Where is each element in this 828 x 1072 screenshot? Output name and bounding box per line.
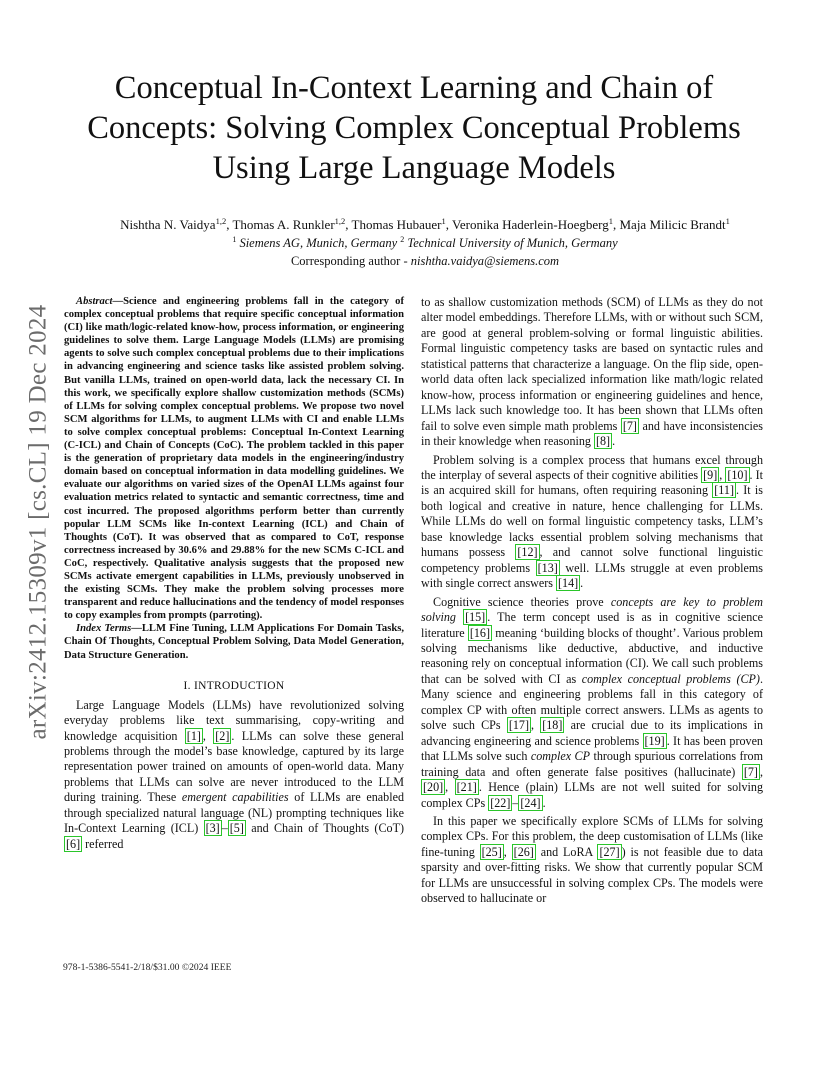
text-run: .	[612, 434, 616, 449]
citation-link[interactable]: [14]	[558, 576, 579, 591]
text-run: to as shallow customization methods (SCM) of LLMs as they do not alter model embeddings. Therefore LLMs, with or without such SCM, are good at general problem-solving or formal linguistic abilities. Formal linguistic competency tasks are based on syntactic rules and statistical patterns that characterize a language. On the flip side, open-world data often lack specialized information like math/logic related know-how, process information or engineering guidelines and hence, LLMs lack such knowledge too. It has been shown that LLMs often fail to solve even simple math problems	[421, 295, 763, 433]
text-run: . It is both logical and creative in nature, hence challenging for LLMs. While LLMs do well on formal linguistic competency tasks, LLM’s base knowledge lacks essential problem solving mechanisms that humans possess	[421, 483, 763, 560]
affiliation-mark: 2	[400, 235, 405, 244]
emphasis-text: complex CP	[530, 749, 591, 764]
body-paragraph	[421, 453, 763, 592]
arxiv-identifier-stamp	[23, 287, 53, 757]
text-run: and Chain of Thoughts (CoT)	[245, 821, 404, 836]
citation-link[interactable]: [17]	[508, 718, 529, 733]
emphasis-text: complex conceptual problems (CP)	[581, 671, 760, 686]
text-run: .	[580, 576, 584, 591]
citation-link[interactable]: [8]	[595, 434, 611, 449]
text-run: ,	[503, 844, 512, 859]
corresponding-author-label: Corresponding author -	[290, 254, 411, 268]
citation-link[interactable]: [10]	[727, 467, 748, 482]
author-affiliation-mark: 1,2	[215, 216, 227, 226]
body-paragraph	[421, 295, 763, 450]
text-run: –	[221, 821, 228, 836]
text-run: Cognitive science theories prove	[433, 594, 611, 609]
abstract-text: Science and engineering problems fall in the category of complex conceptual problems that require specific conceptual information (CI) like math/logic-related know-how, process information, or engineering guidelines to solve them. Large Language Models (LLMs) are promising agents to solve such complex conceptual problems due to their implications in advancing engineering and science tasks like assisted problem solving. But vanilla LLMs, trained on open-world data, lack the necessary CI. In this work, we specifically explore shallow customization methods (SCMs) of LLMs for solving complex conceptual problems. We propose two novel SCM algorithms for LLMs, to augment LLMs with CI and enable LLMs to solve complex conceptual problems: Conceptual In-Context Learning (C-ICL) and Chain of Concepts (CoC). The problem tackled in this paper is the generation of proprietary data models in the engineering/industry domain based on conceptual information in data modelling guidelines. We evaluate our algorithms on varied sizes of the OpenAI LLMs against four evaluation metrics related to syntactic and semantic correctness, time and cost incurred. The proposed algorithms perform better than currently popular LLM SCMs like In-context Learning (ICL) and Chain of Thoughts (CoT). It was observed that as compared to CoT, response correctness increased by 30.6% and 29.88% for the new SCMs C-ICL and CoC, respectively. Qualitative analysis suggests that the proposed new SCMs activate emergent capabilities in LLMs, previously unobserved in the existing SCMs. They make the problem solving processes more transparent and reduce hallucinations and the tendency of model responses to copy examples from prompts (parroting).	[64, 296, 404, 622]
author-name: Thomas A. Runkler	[232, 217, 335, 232]
left-column	[64, 295, 404, 852]
citation-link[interactable]: [1]	[186, 728, 201, 743]
text-run: In this paper we specifically explore SCMs of LLMs for solving complex CPs. For this problem, the deep customisation of LLMs (like fine-tuning	[421, 813, 763, 859]
citation-link[interactable]: [2]	[215, 728, 230, 743]
citation-link[interactable]: [24]	[520, 795, 541, 810]
text-run: ,	[202, 728, 214, 743]
author-list: Nishtha N. Vaidya$^{1,2}$, Thomas A. Runkler$^{1,2}$, Thomas Hubauer$^1$, Veronika Haderlein-Hoegberg$^1$, Maja Milicic Brandt$^1$	[120, 216, 730, 232]
text-run: . Hence (plain) LLMs are not well suited for solving complex CPs	[421, 780, 764, 810]
citation-link[interactable]: [12]	[517, 545, 538, 560]
text-run: ) is not feasible due to data sparsity and over-fitting risks. We show that currently popular SCM for LLMs are unsuccessful in solving complex CPs. The models were observed to hallucinate or	[421, 844, 763, 906]
text-run: are crucial due to its implications in advancing engineering and science problems	[421, 718, 763, 748]
citation-link[interactable]: [7]	[622, 418, 637, 433]
citation-link[interactable]: [19]	[644, 733, 665, 748]
title-line: Using Large Language Models	[212, 150, 616, 186]
author-name: Maja Milicic Brandt	[619, 217, 726, 232]
author-name: Veronika Haderlein-Hoegberg	[451, 217, 609, 232]
citation-link[interactable]: [18]	[542, 718, 563, 733]
text-run: –	[512, 795, 519, 810]
emphasis-text: emergent capabilities	[181, 790, 289, 805]
author-name: Nishtha N. Vaidya	[120, 217, 216, 232]
text-run: ,	[445, 780, 455, 795]
arxiv-identifier-text: arXiv:2412.15309v1 [cs.CL] 19 Dec 2024	[24, 304, 51, 740]
abstract-lead: Abstract	[76, 296, 113, 307]
body-paragraph	[421, 814, 763, 907]
affiliation-mark: 1	[232, 235, 237, 244]
citation-link[interactable]: [6]	[66, 836, 81, 851]
author-affiliation-mark: 1	[608, 216, 613, 226]
citation-link[interactable]: [16]	[469, 625, 490, 640]
title-line: Conceptual In-Context Learning and Chain of	[114, 70, 714, 106]
text-run: . It is an acquired skill for humans, often requiring reasoning	[421, 467, 763, 498]
citation-link[interactable]: [11]	[714, 483, 734, 498]
text-run: .	[542, 795, 546, 810]
citation-link[interactable]: [26]	[513, 844, 534, 859]
text-run: through spurious correlations from training data and often generate false positives (hallucinate)	[421, 749, 763, 779]
footer-copyright: 978-1-5386-5541-2/18/$31.00 ©2024 IEEE	[63, 962, 232, 973]
citation-link[interactable]: [5]	[229, 821, 244, 836]
intro-paragraph	[64, 698, 404, 853]
right-column	[421, 295, 763, 907]
text-run: referred	[82, 836, 124, 851]
text-run: well. LLMs struggle at even problems with single correct answers	[421, 560, 764, 591]
citation-link[interactable]: [20]	[423, 780, 444, 795]
text-run: ,	[530, 718, 541, 733]
text-run: . Many science and engineering problems fall in this category of complex CP with often multiple correct answers. LLMs as agents to solve such CPs	[421, 671, 763, 733]
title-line: Concepts: Solving Complex Conceptual Problems	[87, 110, 741, 146]
citation-link[interactable]: [3]	[205, 821, 220, 836]
abstract: Abstract—Science and engineering problems fall in the category of complex conceptual problems that require specific conceptual information (CI) like math/logic-related know-how, process information, or engineering guidelines to solve them. Large Language Models (LLMs) are promising agents to solve such complex conceptual problems due to their implications in advancing engineering and science tasks like assisted problem solving. But vanilla LLMs, trained on open-world data, lack the necessary CI. In this work, we specifically explore shallow customization methods (SCMs) of LLMs for solving complex conceptual problems. We propose two novel SCM algorithms for LLMs, to augment LLMs with CI and enable LLMs to solve complex conceptual problems: Conceptual In-Context Learning (C-ICL) and Chain of Concepts (CoC). The problem tackled in this paper is the generation of proprietary data models in the engineering/industry domain based on conceptual information in data modelling guidelines. We evaluate our algorithms on varied sizes of the OpenAI LLMs against four evaluation metrics related to syntactic and semantic correctness, time and cost incurred. The proposed algorithms perform better than currently popular LLM SCMs like In-context Learning (ICL) and Chain of Thoughts (CoT). It was observed that as compared to CoT, response correctness increased by 30.6% and 29.88% for the new SCMs C-ICL and CoC, respectively. Qualitative analysis suggests that the proposed new SCMs activate emergent capabilities in LLMs, previously unobserved in the existing SCMs. They make the problem solving processes more transparent and reduce hallucinations and the tendency of model responses to copy examples from prompts (parroting).	[64, 296, 404, 622]
index-terms: Index Terms—LLM Fine Tuning, LLM Applications For Domain Tasks, Chain Of Thoughts, Conceptual Problem Solving, Data Model Generation, Data Structure Generation.	[64, 623, 404, 661]
corresponding-author-email: nishtha.vaidya@siemens.com	[410, 254, 560, 268]
text-run	[456, 610, 463, 624]
paper-title	[60, 68, 768, 188]
citation-link[interactable]: [25]	[481, 844, 502, 859]
affiliation-text: Siemens AG, Munich, Germany	[239, 236, 398, 250]
author-affiliation-mark: 1	[725, 216, 730, 226]
text-run: Large Language Models (LLMs) have revolutionized solving everyday problems like text summarising, copy-writing and knowledge acquisition	[64, 697, 404, 743]
text-run: and LoRA	[535, 844, 598, 859]
index-terms-lead: Index Terms	[76, 623, 132, 635]
author-affiliation-mark: 1	[441, 216, 446, 226]
affiliations	[40, 234, 810, 252]
text-run: . The term concept used is as in cognitive science literature	[421, 610, 763, 640]
text-run: ,	[759, 764, 763, 779]
citation-link[interactable]: [15]	[465, 610, 486, 625]
citation-link[interactable]: [27]	[599, 844, 620, 859]
citation-link[interactable]: [21]	[456, 780, 477, 795]
section-heading-introduction: I. INTRODUCTION	[183, 679, 285, 692]
text-run: . It has been proven that LLMs solve such	[421, 733, 763, 764]
citation-link[interactable]: [22]	[490, 795, 511, 810]
citation-link[interactable]: [9]	[703, 467, 718, 482]
text-run: , and cannot solve functional linguistic competency problems	[421, 545, 763, 575]
text-run: ,	[719, 467, 726, 482]
text-run: and have inconsistencies in their knowledge when reasoning	[421, 418, 763, 449]
affiliation-text: Technical University of Munich, Germany	[407, 236, 618, 250]
body-paragraph	[421, 595, 763, 811]
author-affiliation-mark: 1,2	[334, 216, 346, 226]
text-run: meaning ‘building blocks of thought’. Various problem solving mechanisms like deductive, abductive, and inductive reasoning rely on conceptual information (CI). We call such problems that can be solved with CI as	[421, 625, 763, 686]
emphasis-text: concepts are key to problem solving	[421, 594, 763, 625]
text-run: Problem solving is a complex process that humans excel through the interplay of several aspects of their cognitive abilities	[421, 452, 763, 482]
text-run: of LLMs are enabled through specialized natural language (NL) prompting techniques like In-Context Learning (ICL)	[64, 790, 404, 836]
citation-link[interactable]: [7]	[743, 764, 758, 779]
citation-link[interactable]: [13]	[537, 560, 558, 575]
corresponding-author	[40, 252, 810, 270]
index-terms-text: LLM Fine Tuning, LLM Applications For Domain Tasks, Chain Of Thoughts, Conceptual Problem Solving, Data Model Generation, Data Structure Generation.	[64, 623, 404, 661]
author-name: Thomas Hubauer	[351, 217, 442, 232]
text-run: . LLMs can solve these general problems through the model’s base knowledge, captured by its large representation power trained on amounts of open-world data. Many problems that LLMs can solve are never introduced to the LLM during training. These	[64, 728, 405, 805]
